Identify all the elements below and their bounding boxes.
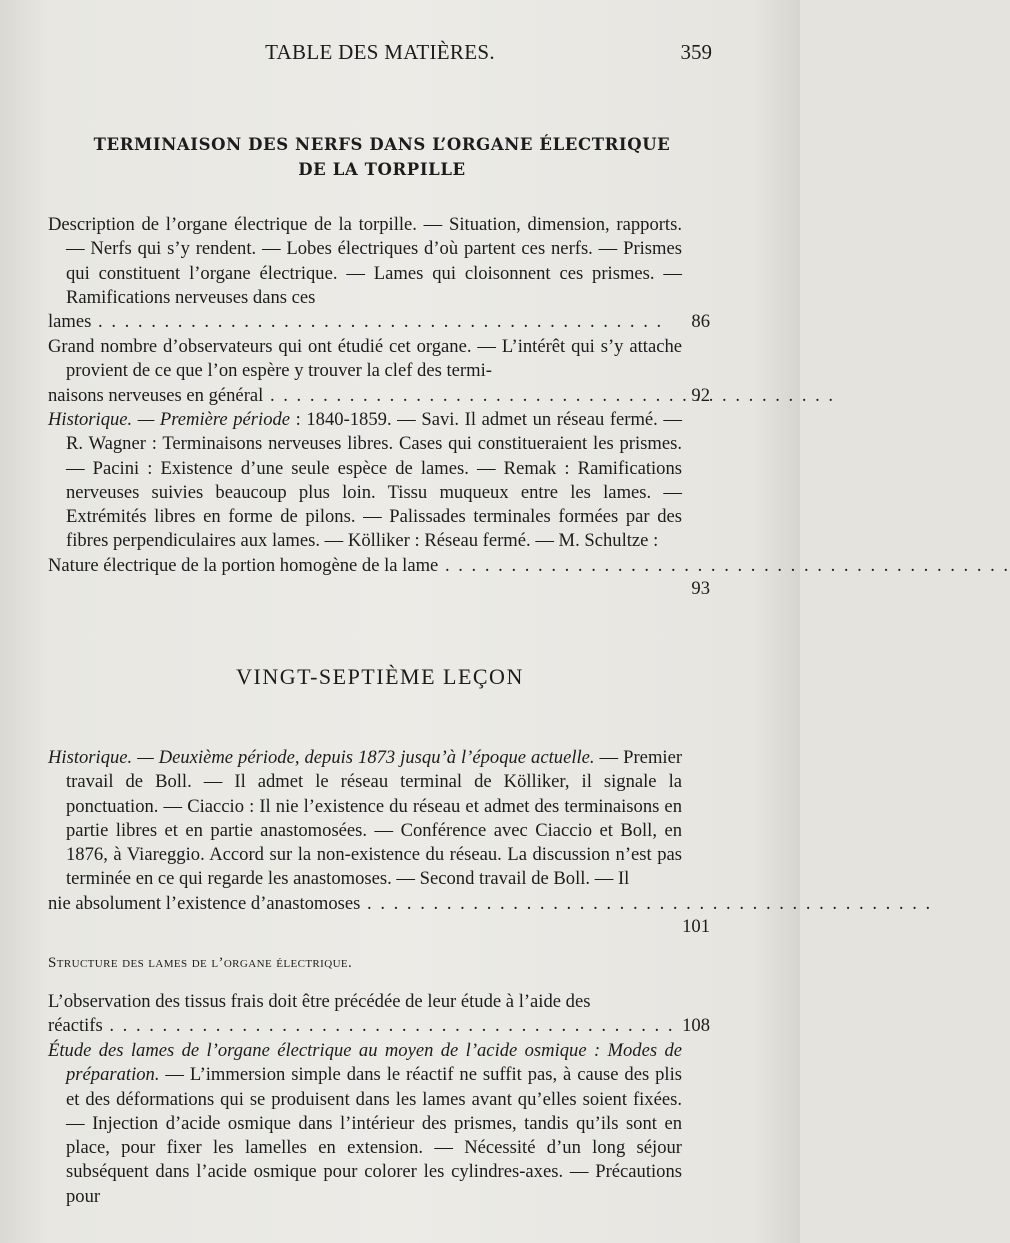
toc-entry-historique-2 [48, 746, 682, 916]
toc-entry-historique-1 [48, 408, 682, 578]
subsection-heading: Structure des lames de l’organe électrique. [48, 955, 353, 971]
entry-page-number: 92 [691, 385, 710, 406]
entry-text: — Premier travail de Boll. — Il admet le réseau terminal de Kölliker, il signale la ponctuation. — Ciaccio : Il nie l’existence du réseau et admet des terminaisons en partie libres et en partie anastomosées. — Conférence avec Ciaccio et Boll, en 1876, à Viareggio. Accord sur la non-existence du réseau. La discussion n’est pas terminée en ce qui regarde les anastomoses. — Second travail de Boll. — Il [66, 747, 683, 890]
entry-text: : 1840-1859. — Savi. Il admet un réseau fermé. — R. Wagner : Terminaisons nerveuses libres. Cases qui constitueraient les prismes. — Pacini : Existence d’une seule espèce de lames. — Remak : Ramifications nerveuses suivies beaucoup plus loin. Tissu muqueux entre les lames. — Extrémités libres en forme de pilons. — Palissades terminales formées par des fibres perpendiculaires aux lames. — Kölliker : Réseau fermé. — M. Schultze : [66, 409, 682, 552]
entry-text: L’observation des tissus frais doit être précédée de leur étude à l’aide des [48, 991, 591, 1012]
entry-last-line: lames . . . [66, 310, 682, 334]
entry-italic-lead: Historique. — Deuxième période, depuis 1873 jusqu’à l’époque actuelle. [48, 747, 595, 768]
toc-entry-acide-osmique [48, 1039, 682, 1209]
entry-italic-lead: Historique. — Première période [48, 409, 291, 430]
toc-entry-observation [48, 990, 682, 1039]
section-title-line2: DE LA TORPILLE [298, 160, 466, 179]
entry-last-line: Nature électrique de la portion homogène de la lame . . . [66, 554, 682, 578]
entry-italic-lead: Étude des lames de l’organe électrique au moyen de l’acide osmique : Modes de préparation. [48, 1040, 682, 1086]
section-title-line1: TERMINAISON DES NERFS DANS L’ORGANE ÉLECTRIQUE [93, 135, 671, 154]
entry-text: Grand nombre d’observateurs qui ont étudié cet organe. — L’intérêt qui s’y attache provient de ce que l’on espère y trouver la clef des termi- [48, 336, 682, 382]
toc-entry-observers [48, 335, 682, 408]
entry-last-line: naisons nerveuses en général . . . [66, 384, 682, 408]
entry-last-line: réactifs . . . [66, 1014, 682, 1038]
entry-text: Description de l’organe électrique de la torpille. — Situation, dimension, rapports. — Nerfs qui s’y rendent. — Lobes électriques d’où partent ces nerfs. — Prismes qui constituent l’organe électrique. — Lames qui cloisonnent ces prismes. — Ramifications nerveuses dans ces [48, 214, 682, 308]
entry-page-number: 93 [691, 578, 710, 599]
entry-text: — L’immersion simple dans le réactif ne suffit pas, à cause des plis et des déformations qui se produisent dans les lames avant qu’elles soient fixées. — Injection d’acide osmique dans l’intérieur des prismes, tandis qu’ils sont en place, pour fixer les lamelles en extension. — Nécessité d’un long séjour subséquent dans l’acide osmique pour colorer les cylindres-axes. — Précautions pour [66, 1064, 682, 1207]
toc-entry-organ-description [48, 213, 682, 334]
entry-last-line: nie absolument l’existence d’anastomoses . . . [66, 892, 682, 916]
lecon-heading: VINGT-SEPTIÈME LEÇON [236, 664, 524, 689]
entry-page-number: 86 [691, 311, 710, 332]
running-title: TABLE DES MATIÈRES. [265, 40, 495, 64]
running-head [48, 40, 712, 74]
entry-page-number: 101 [682, 916, 710, 937]
entry-page-number: 108 [682, 1015, 710, 1036]
page-number: 359 [680, 40, 712, 64]
